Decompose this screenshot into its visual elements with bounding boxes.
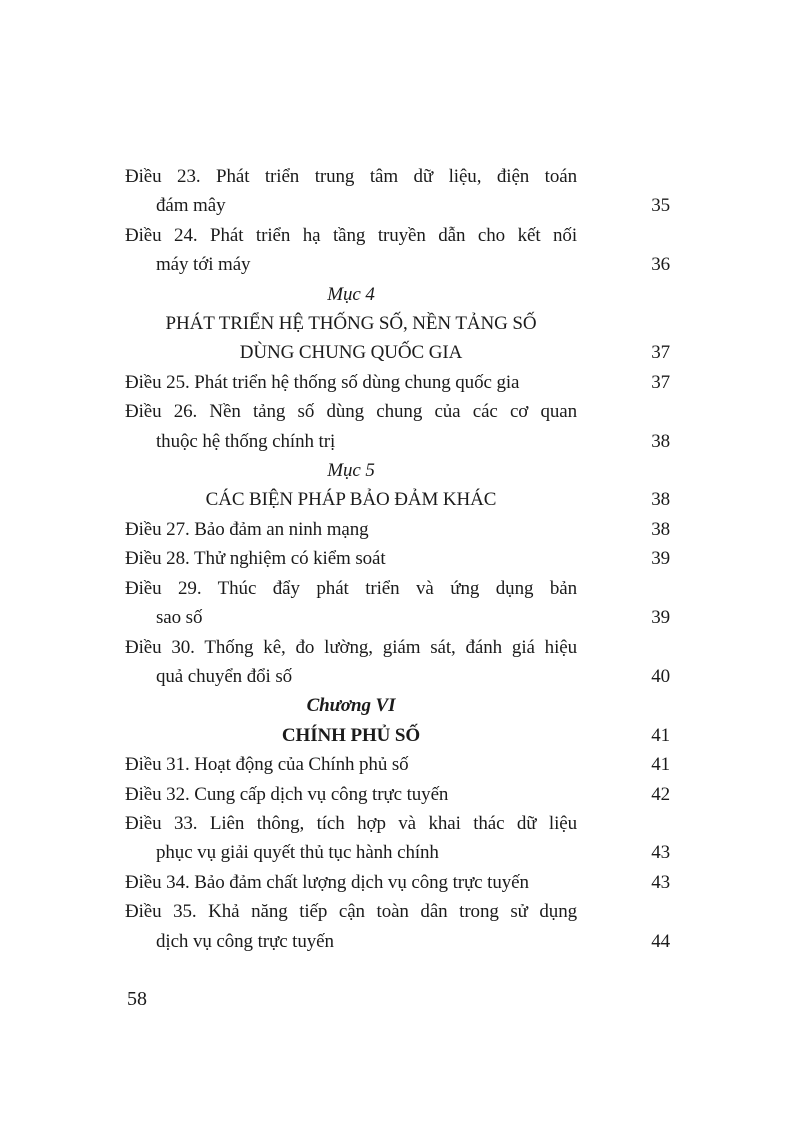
toc-line-page: 37 bbox=[651, 371, 670, 393]
toc-line bbox=[125, 927, 670, 956]
toc-line bbox=[125, 897, 670, 926]
toc-line bbox=[125, 221, 670, 250]
toc-line-text: DÙNG CHUNG QUỐC GIA bbox=[239, 342, 463, 364]
toc-line-text: Điều 27. Bảo đảm an ninh mạng bbox=[125, 518, 369, 540]
toc-line bbox=[125, 838, 670, 867]
toc-line bbox=[125, 750, 670, 779]
toc-line-text: Điều 33. Liên thông, tích hợp và khai thác dữ liệu bbox=[125, 812, 577, 834]
toc-line bbox=[125, 280, 670, 309]
toc-line-page: 39 bbox=[651, 607, 670, 629]
toc-line bbox=[125, 309, 670, 338]
toc-line-text: Mục 4 bbox=[327, 283, 375, 305]
toc-line-text: Điều 25. Phát triển hệ thống số dùng chung quốc gia bbox=[125, 371, 520, 393]
toc-line-page: 44 bbox=[651, 930, 670, 952]
toc-line-text: sao số bbox=[156, 607, 203, 629]
toc-line-page: 41 bbox=[651, 754, 670, 776]
toc-line-text: Điều 24. Phát triển hạ tầng truyền dẫn cho kết nối bbox=[125, 224, 577, 246]
toc-line-page: 38 bbox=[651, 489, 670, 511]
toc-line bbox=[125, 633, 670, 662]
toc-line-page: 36 bbox=[651, 254, 670, 276]
toc-line bbox=[125, 868, 670, 897]
toc-line-page: 35 bbox=[651, 195, 670, 217]
toc-line-text: Điều 32. Cung cấp dịch vụ công trực tuyến bbox=[125, 783, 449, 805]
toc-line bbox=[125, 721, 670, 750]
toc-line-page: 43 bbox=[651, 842, 670, 864]
page-number: 58 bbox=[127, 988, 147, 1010]
toc-line-text: Điều 28. Thử nghiệm có kiểm soát bbox=[125, 548, 386, 570]
toc-line bbox=[125, 485, 670, 514]
toc-line-page: 37 bbox=[651, 342, 670, 364]
table-of-contents bbox=[125, 162, 670, 956]
toc-line bbox=[125, 456, 670, 485]
toc-line-text: CÁC BIỆN PHÁP BẢO ĐẢM KHÁC bbox=[205, 489, 497, 511]
toc-line bbox=[125, 691, 670, 720]
toc-line-text: Mục 5 bbox=[327, 460, 375, 482]
toc-line-text: Điều 35. Khả năng tiếp cận toàn dân trong sử dụng bbox=[125, 901, 577, 923]
toc-line-text: Điều 26. Nền tảng số dùng chung của các cơ quan bbox=[125, 401, 577, 423]
toc-line-text: Điều 34. Bảo đảm chất lượng dịch vụ công trực tuyến bbox=[125, 871, 529, 893]
toc-line-page: 39 bbox=[651, 548, 670, 570]
toc-line bbox=[125, 397, 670, 426]
toc-line bbox=[125, 368, 670, 397]
toc-line-text: Điều 23. Phát triển trung tâm dữ liệu, điện toán bbox=[125, 166, 577, 187]
toc-line-page: 38 bbox=[651, 518, 670, 540]
toc-line-text: Điều 29. Thúc đẩy phát triển và ứng dụng bản bbox=[125, 577, 577, 599]
toc-line-text: Điều 31. Hoạt động của Chính phủ số bbox=[125, 754, 409, 776]
toc-line-page: 43 bbox=[651, 871, 670, 893]
toc-line bbox=[125, 250, 670, 279]
toc-line-text: phục vụ giải quyết thủ tục hành chính bbox=[156, 842, 439, 864]
toc-line-text: Chương VI bbox=[306, 695, 396, 717]
toc-line bbox=[125, 662, 670, 691]
toc-line-text: đám mây bbox=[156, 195, 226, 217]
toc-line-page: 41 bbox=[651, 724, 670, 746]
toc-line bbox=[125, 544, 670, 573]
toc-line-page: 40 bbox=[651, 665, 670, 687]
toc-line-text: quả chuyển đổi số bbox=[156, 665, 293, 687]
toc-line-text: thuộc hệ thống chính trị bbox=[156, 430, 336, 452]
toc-line bbox=[125, 162, 670, 191]
toc-line bbox=[125, 338, 670, 367]
toc-line bbox=[125, 780, 670, 809]
toc-line-text: dịch vụ công trực tuyến bbox=[156, 930, 334, 952]
toc-line-text: Điều 30. Thống kê, đo lường, giám sát, đánh giá hiệu bbox=[125, 636, 577, 658]
toc-line bbox=[125, 603, 670, 632]
toc-line-text: máy tới máy bbox=[156, 254, 251, 276]
toc-line-page: 38 bbox=[651, 430, 670, 452]
toc-line bbox=[125, 191, 670, 220]
toc-line bbox=[125, 515, 670, 544]
toc-line bbox=[125, 427, 670, 456]
toc-line-text: PHÁT TRIỂN HỆ THỐNG SỐ, NỀN TẢNG SỐ bbox=[165, 313, 537, 335]
toc-line bbox=[125, 809, 670, 838]
toc-line-text: CHÍNH PHỦ SỐ bbox=[281, 724, 421, 746]
toc-line-page: 42 bbox=[651, 783, 670, 805]
toc-line bbox=[125, 574, 670, 603]
